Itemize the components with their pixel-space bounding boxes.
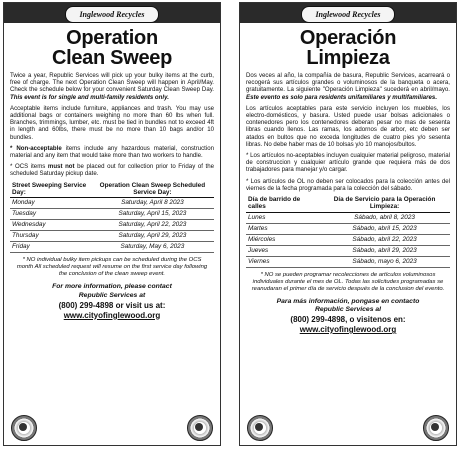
column-header-clean-sweep: Operation Clean Sweep Scheduled Service Day: [91,182,214,198]
eligibility-note: Este evento es solo para residents unifamiliares y multifamiliares. [246,93,438,101]
website-link[interactable]: www.cityofinglewood.org [299,325,397,335]
inglewood-recycles-logo: Inglewood Recycles [301,6,395,23]
table-row: Miércoles Sábado, abril 22, 2023 [246,234,450,245]
table-row: Martes Sábado, abril 15, 2023 [246,223,450,234]
intro-paragraph: Twice a year, Republic Services will pick up your bulky items at the curb, free of charge. The next Operation Clean Sweep will happen in April/May. Check the schedule below for your convenient Saturday Clean Sweep Day. This event is for single and multi-family residents only. [10,72,214,101]
inglewood-recycles-logo: Inglewood Recycles [65,6,159,23]
flyer-header [4,3,220,23]
title-line-2: Limpieza [306,47,390,69]
phone-number: (800) 299-4898 or visit us at: [58,300,166,310]
city-seal-icon [423,415,449,441]
table-row: Thursday Saturday, April 29, 2023 [10,231,214,242]
table-row: Monday Saturday, April 8 2023 [10,198,214,209]
acceptable-items: Acceptable items include furniture, appliances and trash. You may use additional bags or containers weighing no more than 60 lbs when full. Branches, trimmings, lumber, etc. must be tied in bundles not to exceed 4ft in length and 60lbs, there must be no more than 10 bags and/or 10 bundles. [10,104,214,141]
schedule-table [10,182,214,254]
city-seal-icon [247,415,273,441]
acceptable-items: Los artículos aceptables para este servicio incluyen los muebles, los electro-domésticos, y basura. Usted puede usar bolsas adicionales o contenedores pero los contenedores deberan pesar no mas de sesenta libras cuando llenos. Las ramas, los adornos de arbor, etc deben ser atados en bultos que no exceda longitudes de cuatro pies y/o sesenta libras. No debe haber mas de 10 bolsas y/o 10 manojos/bultos. [246,104,450,148]
title-line-1: Operation [66,27,158,49]
eligibility-note: This event is for single and multi-family residents only. [10,93,169,101]
city-seal-icon [187,415,213,441]
bulky-pickup-note: * NO individual bulky item pickups can be scheduled during the OCS month All scheduled request will resume on the first service day following the conclusion of the clean sweep event. [16,257,208,278]
schedule-table [246,196,450,268]
website-link[interactable]: www.cityofinglewood.org [63,310,161,320]
table-row: Wednesday Saturday, April 22, 2023 [10,220,214,231]
contact-info: For more information, please contact Republic Services at [52,283,172,300]
table-row: Friday Saturday, May 6, 2023 [10,242,214,253]
column-header-clean-sweep: Día de Servicio para la Operación Limpieza: [319,196,450,212]
table-row: Viernes Sábado, mayo 6, 2023 [246,256,450,267]
phone-number: (800) 299-4898, o visitenos en: [290,315,406,325]
table-row: Tuesday Saturday, April 15, 2023 [10,209,214,220]
column-header-street-sweeping: Street Sweeping Service Day: [10,182,91,198]
table-row: Lunes Sábado, abril 8, 2023 [246,212,450,223]
title-line-2: Clean Sweep [51,47,173,69]
non-acceptable-items: * Non-acceptable items include any hazardous material, construction material and any item that would take more than two workers to handle. [10,144,214,160]
flyer-title [4,28,220,68]
intro-paragraph: Dos veces al año, la compañía de basura, Republic Services, acarreará o recogerá sus artículos grandes o voluminosos de la banqueta o acera, gratuitamente. La siguiente "Operación Limpieza" sucederá en abril/mayo. Este evento es solo para residents unifamiliares y multifamiliares. [246,72,450,101]
flyer-body [240,72,456,335]
ocs-placement-rule: * OCS items must not be placed out for collection prior to Friday of the scheduled Saturday pickup date. [10,163,214,178]
spanish-flyer [239,2,457,446]
bulky-pickup-note: * NO se pueden programar recolecciones de artículos voluminosos individuales durante el mes de OL. Todas las solicitudes programadas se reanudaran el primer día de servicio después de la conclusion del evento. [251,271,445,292]
flyer-title [240,28,456,68]
flyer-body [4,72,220,321]
ocs-placement-rule: * Los artículos de OL no deben ser colocados para la colección antes del viernes de la fecha programada para la colección del sábado. [246,177,450,192]
flyer-header [240,3,456,23]
english-flyer [3,2,221,446]
title-line-1: Operación [299,27,397,49]
contact-info: Para más información, pongase en contacto Republic Services al [276,297,420,314]
non-acceptable-items: * Los artículos no-aceptables incluyen cualquier material peligroso, material de construccion y cualquier artículo grande que requiera más de dos trabajadores para manejar y/o cargar. [246,152,450,174]
table-row: Jueves Sábado, abril 29, 2023 [246,245,450,256]
column-header-street-sweeping: Día de barrido de calles [246,196,319,212]
city-seal-icon [11,415,37,441]
